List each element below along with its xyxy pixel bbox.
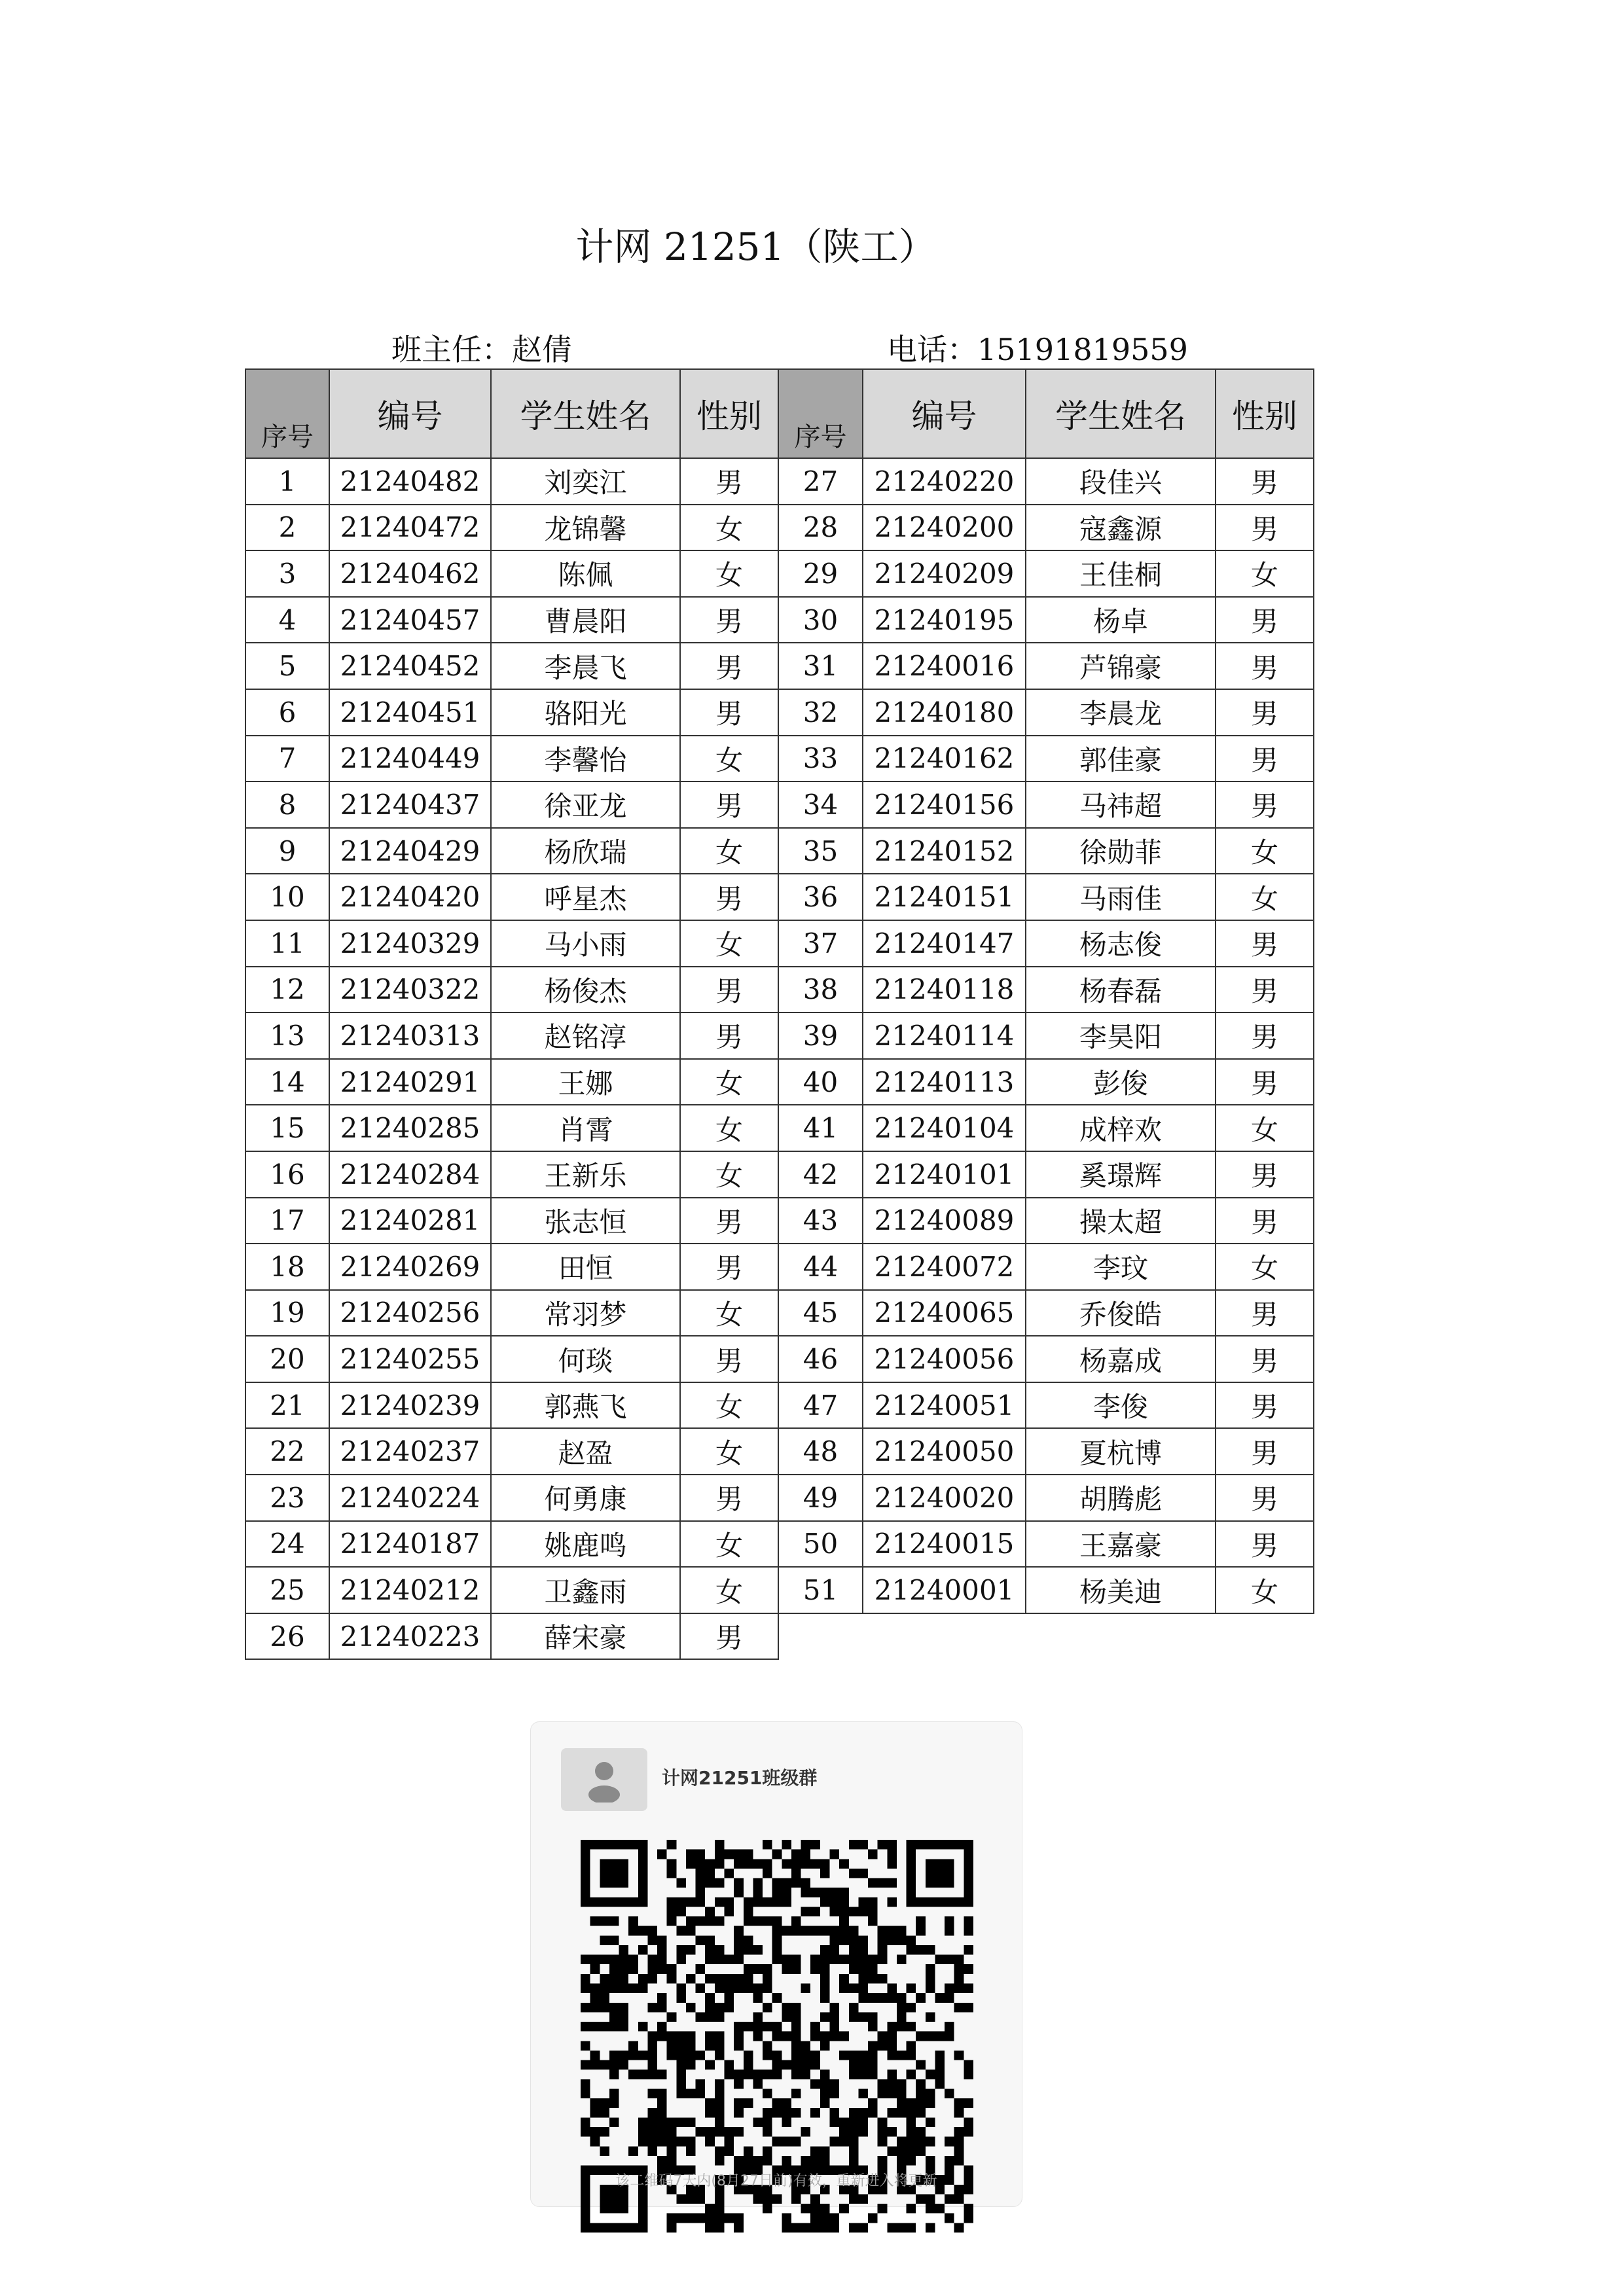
cell-id: 21240224: [329, 1475, 491, 1521]
cell-gender: 女: [680, 1521, 778, 1568]
cell-gender-2: 女: [1216, 828, 1314, 874]
cell-gender: 男: [680, 1198, 778, 1244]
cell-name-2: 王佳桐: [1026, 550, 1216, 597]
cell-id-2: 21240118: [863, 967, 1026, 1013]
cell-name: 何琰: [491, 1336, 680, 1382]
cell-seq-2: 27: [778, 458, 863, 505]
cell-gender: 男: [680, 643, 778, 689]
cell-name-2: 马雨佳: [1026, 874, 1216, 920]
cell-id-2: 21240015: [863, 1521, 1026, 1568]
cell-name-2: 李昊阳: [1026, 1013, 1216, 1059]
head-teacher: 班主任：赵倩: [391, 332, 572, 367]
header-seq: 序号: [245, 369, 329, 458]
empty-cell: [1216, 1613, 1314, 1660]
table-row: [245, 1290, 1314, 1336]
cell-id-2: 21240101: [863, 1151, 1026, 1198]
cell-seq: 24: [245, 1521, 329, 1568]
cell-name-2: 李玟: [1026, 1244, 1216, 1290]
cell-name-2: 寇鑫源: [1026, 505, 1216, 551]
cell-seq: 16: [245, 1151, 329, 1198]
cell-id-2: 21240114: [863, 1013, 1026, 1059]
cell-seq: 10: [245, 874, 329, 920]
cell-name: 常羽梦: [491, 1290, 680, 1336]
cell-name-2: 芦锦豪: [1026, 643, 1216, 689]
cell-name: 姚鹿鸣: [491, 1521, 680, 1568]
qr-expiry-note: 该二维码7天内(8月27日前)有效，重新进入将更新: [615, 2173, 937, 2189]
cell-seq: 3: [245, 550, 329, 597]
cell-name: 赵盈: [491, 1428, 680, 1475]
cell-gender-2: 男: [1216, 1290, 1314, 1336]
cell-id: 21240452: [329, 643, 491, 689]
cell-seq: 12: [245, 967, 329, 1013]
cell-id-2: 21240147: [863, 920, 1026, 967]
cell-name: 肖霄: [491, 1105, 680, 1151]
cell-name: 龙锦馨: [491, 505, 680, 551]
page-title: 计网 21251（陕工）: [575, 224, 937, 269]
cell-seq: 1: [245, 458, 329, 505]
cell-gender: 女: [680, 1151, 778, 1198]
cell-gender-2: 男: [1216, 967, 1314, 1013]
table-row: [245, 1151, 1314, 1198]
table-row: [245, 874, 1314, 920]
cell-seq-2: 28: [778, 505, 863, 551]
cell-gender-2: 男: [1216, 736, 1314, 782]
cell-seq-2: 43: [778, 1198, 863, 1244]
cell-seq-2: 48: [778, 1428, 863, 1475]
class-group-qr-card: [530, 1721, 1022, 2207]
cell-name: 马小雨: [491, 920, 680, 967]
cell-seq: 5: [245, 643, 329, 689]
cell-name-2: 杨卓: [1026, 597, 1216, 643]
cell-gender-2: 男: [1216, 1336, 1314, 1382]
cell-seq-2: 37: [778, 920, 863, 967]
table-row: [245, 550, 1314, 597]
cell-name-2: 乔俊皓: [1026, 1290, 1216, 1336]
cell-name-2: 李晨龙: [1026, 689, 1216, 736]
cell-name: 王新乐: [491, 1151, 680, 1198]
cell-id-2: 21240209: [863, 550, 1026, 597]
cell-id: 21240462: [329, 550, 491, 597]
cell-id: 21240212: [329, 1567, 491, 1613]
cell-id-2: 21240020: [863, 1475, 1026, 1521]
cell-seq: 18: [245, 1244, 329, 1290]
cell-seq-2: 44: [778, 1244, 863, 1290]
cell-seq: 15: [245, 1105, 329, 1151]
cell-gender-2: 男: [1216, 1428, 1314, 1475]
cell-seq-2: 34: [778, 781, 863, 828]
table-row: [245, 781, 1314, 828]
cell-gender: 男: [680, 1613, 778, 1660]
cell-gender: 女: [680, 736, 778, 782]
cell-name-2: 郭佳豪: [1026, 736, 1216, 782]
table-row: [245, 1105, 1314, 1151]
cell-name: 卫鑫雨: [491, 1567, 680, 1613]
cell-gender-2: 男: [1216, 1521, 1314, 1568]
cell-gender-2: 男: [1216, 505, 1314, 551]
header-name-2: 学生姓名: [1026, 369, 1216, 458]
cell-gender: 女: [680, 505, 778, 551]
cell-seq-2: 51: [778, 1567, 863, 1613]
cell-name: 曹晨阳: [491, 597, 680, 643]
cell-gender-2: 女: [1216, 1105, 1314, 1151]
cell-seq-2: 38: [778, 967, 863, 1013]
cell-seq-2: 30: [778, 597, 863, 643]
cell-name-2: 成梓欢: [1026, 1105, 1216, 1151]
cell-seq: 14: [245, 1059, 329, 1105]
cell-seq: 19: [245, 1290, 329, 1336]
table-row: [245, 1336, 1314, 1382]
cell-gender: 男: [680, 458, 778, 505]
cell-id: 21240329: [329, 920, 491, 967]
cell-name: 李馨怡: [491, 736, 680, 782]
table-row: [245, 1567, 1314, 1613]
cell-id-2: 21240156: [863, 781, 1026, 828]
cell-gender-2: 女: [1216, 1244, 1314, 1290]
cell-id: 21240429: [329, 828, 491, 874]
cell-id: 21240269: [329, 1244, 491, 1290]
cell-id-2: 21240195: [863, 597, 1026, 643]
cell-gender-2: 男: [1216, 458, 1314, 505]
cell-gender: 男: [680, 1475, 778, 1521]
header-gender-2: 性别: [1216, 369, 1314, 458]
cell-id-2: 21240050: [863, 1428, 1026, 1475]
cell-gender-2: 男: [1216, 920, 1314, 967]
cell-gender: 女: [680, 1382, 778, 1429]
cell-gender-2: 男: [1216, 1382, 1314, 1429]
cell-gender: 女: [680, 1059, 778, 1105]
cell-id-2: 21240162: [863, 736, 1026, 782]
cell-name-2: 操太超: [1026, 1198, 1216, 1244]
cell-name: 张志恒: [491, 1198, 680, 1244]
cell-gender-2: 男: [1216, 1013, 1314, 1059]
table-row: [245, 643, 1314, 689]
cell-name-2: 杨春磊: [1026, 967, 1216, 1013]
cell-name: 田恒: [491, 1244, 680, 1290]
cell-gender: 男: [680, 781, 778, 828]
table-row: [245, 1244, 1314, 1290]
cell-name-2: 胡腾彪: [1026, 1475, 1216, 1521]
cell-gender-2: 女: [1216, 550, 1314, 597]
table-row: [245, 967, 1314, 1013]
qr-group-name: 计网21251班级群: [662, 1767, 818, 1789]
cell-name-2: 马祎超: [1026, 781, 1216, 828]
cell-gender: 女: [680, 1290, 778, 1336]
cell-name: 赵铭淳: [491, 1013, 680, 1059]
table-row: [245, 1613, 1314, 1660]
cell-gender-2: 女: [1216, 874, 1314, 920]
cell-name-2: 杨美迪: [1026, 1567, 1216, 1613]
cell-seq-2: 40: [778, 1059, 863, 1105]
cell-id: 21240313: [329, 1013, 491, 1059]
cell-id: 21240291: [329, 1059, 491, 1105]
cell-name-2: 奚璟辉: [1026, 1151, 1216, 1198]
cell-seq: 22: [245, 1428, 329, 1475]
cell-seq-2: 32: [778, 689, 863, 736]
cell-gender: 男: [680, 1244, 778, 1290]
cell-name-2: 夏杭博: [1026, 1428, 1216, 1475]
cell-name: 郭燕飞: [491, 1382, 680, 1429]
cell-id-2: 21240104: [863, 1105, 1026, 1151]
cell-id: 21240237: [329, 1428, 491, 1475]
cell-seq-2: 49: [778, 1475, 863, 1521]
cell-name-2: 王嘉豪: [1026, 1521, 1216, 1568]
empty-cell: [863, 1613, 1026, 1660]
cell-gender: 女: [680, 550, 778, 597]
cell-name-2: 徐勋菲: [1026, 828, 1216, 874]
cell-gender-2: 男: [1216, 597, 1314, 643]
cell-seq-2: 46: [778, 1336, 863, 1382]
cell-seq: 4: [245, 597, 329, 643]
cell-id: 21240472: [329, 505, 491, 551]
cell-name-2: 彭俊: [1026, 1059, 1216, 1105]
header-name: 学生姓名: [491, 369, 680, 458]
cell-gender: 男: [680, 597, 778, 643]
table-row: [245, 1428, 1314, 1475]
cell-seq-2: 29: [778, 550, 863, 597]
cell-id-2: 21240089: [863, 1198, 1026, 1244]
cell-name: 陈佩: [491, 550, 680, 597]
cell-id: 21240437: [329, 781, 491, 828]
cell-id-2: 21240180: [863, 689, 1026, 736]
table-row: [245, 920, 1314, 967]
cell-gender-2: 男: [1216, 1198, 1314, 1244]
cell-seq: 21: [245, 1382, 329, 1429]
cell-id: 21240256: [329, 1290, 491, 1336]
empty-cell: [1026, 1613, 1216, 1660]
cell-seq: 8: [245, 781, 329, 828]
cell-id: 21240223: [329, 1613, 491, 1660]
cell-gender: 男: [680, 874, 778, 920]
cell-id: 21240457: [329, 597, 491, 643]
cell-seq-2: 50: [778, 1521, 863, 1568]
table-row: [245, 1382, 1314, 1429]
cell-seq: 13: [245, 1013, 329, 1059]
cell-name: 杨欣瑞: [491, 828, 680, 874]
teacher-phone: 电话：15191819559: [887, 332, 1188, 367]
table-row: [245, 1059, 1314, 1105]
cell-name: 薛宋豪: [491, 1613, 680, 1660]
cell-id-2: 21240152: [863, 828, 1026, 874]
cell-id-2: 21240220: [863, 458, 1026, 505]
cell-seq: 23: [245, 1475, 329, 1521]
cell-gender: 女: [680, 920, 778, 967]
cell-name: 骆阳光: [491, 689, 680, 736]
cell-seq: 2: [245, 505, 329, 551]
cell-name: 呼星杰: [491, 874, 680, 920]
cell-id: 21240281: [329, 1198, 491, 1244]
cell-seq: 7: [245, 736, 329, 782]
cell-seq: 26: [245, 1613, 329, 1660]
cell-id-2: 21240072: [863, 1244, 1026, 1290]
cell-id-2: 21240001: [863, 1567, 1026, 1613]
cell-name: 何勇康: [491, 1475, 680, 1521]
cell-seq-2: 36: [778, 874, 863, 920]
cell-id: 21240285: [329, 1105, 491, 1151]
cell-name-2: 杨嘉成: [1026, 1336, 1216, 1382]
cell-seq-2: 31: [778, 643, 863, 689]
cell-id-2: 21240056: [863, 1336, 1026, 1382]
empty-cell: [778, 1613, 863, 1660]
cell-gender-2: 男: [1216, 781, 1314, 828]
table-row: [245, 597, 1314, 643]
table-header-row: [245, 369, 1314, 458]
cell-name: 李晨飞: [491, 643, 680, 689]
cell-id: 21240255: [329, 1336, 491, 1382]
cell-gender-2: 男: [1216, 1059, 1314, 1105]
cell-name-2: 杨志俊: [1026, 920, 1216, 967]
cell-seq-2: 41: [778, 1105, 863, 1151]
cell-seq: 9: [245, 828, 329, 874]
cell-seq-2: 45: [778, 1290, 863, 1336]
header-id-2: 编号: [863, 369, 1026, 458]
cell-id: 21240239: [329, 1382, 491, 1429]
header-seq-2: 序号: [778, 369, 863, 458]
cell-seq: 6: [245, 689, 329, 736]
cell-gender-2: 男: [1216, 689, 1314, 736]
cell-id: 21240187: [329, 1521, 491, 1568]
table-row: [245, 1521, 1314, 1568]
cell-name: 徐亚龙: [491, 781, 680, 828]
cell-name: 刘奕江: [491, 458, 680, 505]
cell-id: 21240449: [329, 736, 491, 782]
cell-gender-2: 男: [1216, 643, 1314, 689]
header-gender: 性别: [680, 369, 778, 458]
cell-gender: 女: [680, 1105, 778, 1151]
table-row: [245, 736, 1314, 782]
table-row: [245, 1475, 1314, 1521]
cell-seq: 25: [245, 1567, 329, 1613]
cell-seq-2: 35: [778, 828, 863, 874]
cell-id-2: 21240065: [863, 1290, 1026, 1336]
cell-gender: 男: [680, 1336, 778, 1382]
cell-name: 杨俊杰: [491, 967, 680, 1013]
cell-name-2: 段佳兴: [1026, 458, 1216, 505]
table-row: [245, 458, 1314, 505]
cell-id-2: 21240151: [863, 874, 1026, 920]
cell-id: 21240482: [329, 458, 491, 505]
cell-gender: 男: [680, 1013, 778, 1059]
header-id: 编号: [329, 369, 491, 458]
cell-seq-2: 47: [778, 1382, 863, 1429]
cell-seq-2: 39: [778, 1013, 863, 1059]
cell-gender: 女: [680, 1567, 778, 1613]
cell-id: 21240451: [329, 689, 491, 736]
table-row: [245, 828, 1314, 874]
cell-name-2: 李俊: [1026, 1382, 1216, 1429]
person-avatar-icon-svg: [585, 1757, 624, 1803]
table-row: [245, 1198, 1314, 1244]
cell-gender: 女: [680, 828, 778, 874]
cell-gender-2: 女: [1216, 1567, 1314, 1613]
cell-id-2: 21240016: [863, 643, 1026, 689]
cell-seq: 20: [245, 1336, 329, 1382]
cell-gender: 女: [680, 1428, 778, 1475]
cell-id: 21240420: [329, 874, 491, 920]
cell-gender-2: 男: [1216, 1151, 1314, 1198]
cell-seq-2: 42: [778, 1151, 863, 1198]
cell-gender: 男: [680, 967, 778, 1013]
cell-id: 21240322: [329, 967, 491, 1013]
cell-gender-2: 男: [1216, 1475, 1314, 1521]
cell-gender: 男: [680, 689, 778, 736]
cell-id-2: 21240113: [863, 1059, 1026, 1105]
person-avatar-icon: [561, 1748, 647, 1811]
table-row: [245, 1013, 1314, 1059]
cell-id-2: 21240200: [863, 505, 1026, 551]
cell-id-2: 21240051: [863, 1382, 1026, 1429]
cell-seq: 11: [245, 920, 329, 967]
cell-name: 王娜: [491, 1059, 680, 1105]
cell-id: 21240284: [329, 1151, 491, 1198]
table-row: [245, 689, 1314, 736]
student-roster-table: [245, 368, 1314, 1660]
table-row: [245, 505, 1314, 551]
cell-seq: 17: [245, 1198, 329, 1244]
cell-seq-2: 33: [778, 736, 863, 782]
